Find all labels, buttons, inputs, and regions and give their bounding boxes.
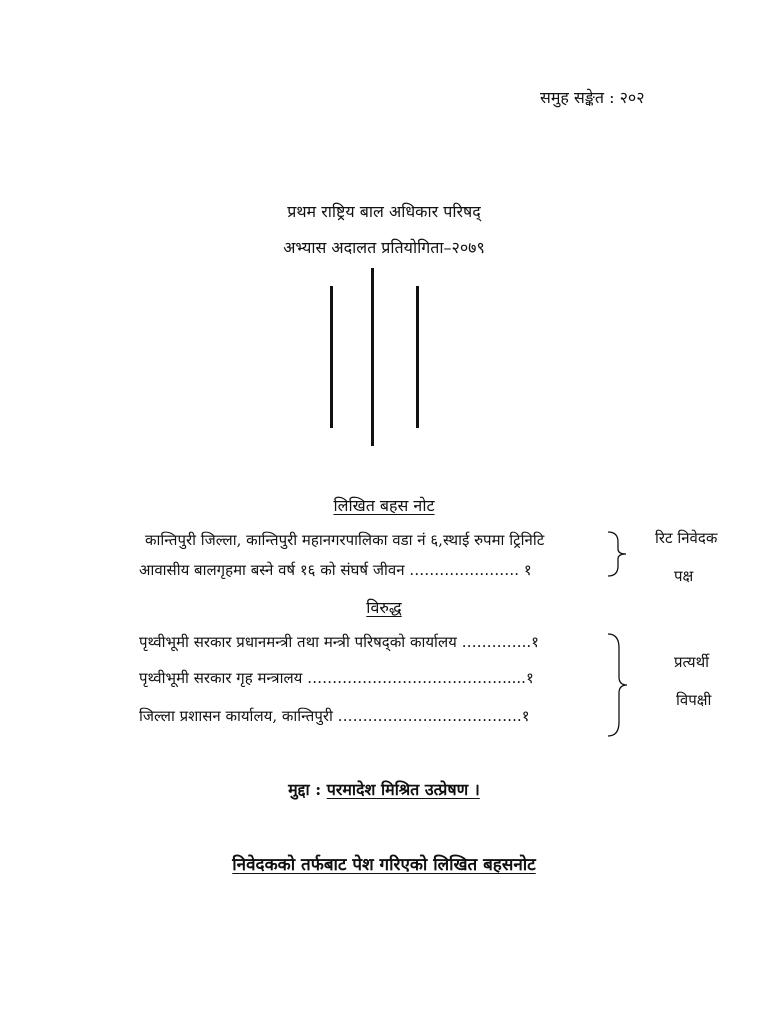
subject-label: मुद्दा : bbox=[288, 780, 322, 799]
vertical-bar-middle bbox=[371, 268, 374, 446]
group-code: समुह सङ्केत : २०२ bbox=[540, 88, 645, 107]
subject-line bbox=[0, 778, 768, 800]
organizer-title: प्रथम राष्ट्रिय बाल अधिकार परिषद् bbox=[287, 202, 481, 221]
respondents-brace-icon bbox=[604, 632, 630, 738]
petitioner-line-1: कान्तिपुरी जिल्ला, कान्तिपुरी महानगरपालिका वडा नं ६,स्थाई रुपमा ट्रिनिटि bbox=[145, 531, 545, 549]
petitioner-role-2: पक्ष bbox=[674, 567, 694, 585]
petitioner-role-1: रिट निवेदक bbox=[655, 529, 718, 547]
respondent-item-1: पृथ्वीभूमी सरकार प्रधानमन्त्री तथा मन्त्री परिषद्को कार्यालय …………..१ bbox=[139, 633, 539, 651]
respondent-item-3: जिल्ला प्रशासन कार्यालय, कान्तिपुरी ………………..……………..१ bbox=[139, 707, 530, 725]
respondent-item-2: पृथ्वीभूमी सरकार गृह मन्त्रालय ………………………………….....१ bbox=[139, 669, 534, 687]
respondent-role-1: प्रत्यर्थी bbox=[674, 653, 710, 671]
vertical-bar-right bbox=[416, 286, 419, 428]
subject-value: परमादेश मिश्रित उत्प्रेषण । bbox=[326, 780, 480, 799]
footer-title: निवेदकको तर्फबाट पेश गरिएको लिखित बहसनोट bbox=[232, 855, 536, 875]
vertical-bar-left bbox=[330, 286, 333, 428]
versus-heading: विरुद्ध bbox=[366, 598, 402, 617]
petitioner-line-2: आवासीय बालगृहमा बस्ने वर्ष १६ को संघर्ष जीवन …………………. १ bbox=[139, 561, 532, 579]
respondent-role-2: विपक्षी bbox=[676, 691, 712, 709]
doc-type-heading: लिखित बहस नोट bbox=[333, 496, 435, 515]
competition-title: अभ्यास अदालत प्रतियोगिता–२०७९ bbox=[283, 238, 485, 257]
petitioner-brace-icon bbox=[604, 530, 628, 578]
